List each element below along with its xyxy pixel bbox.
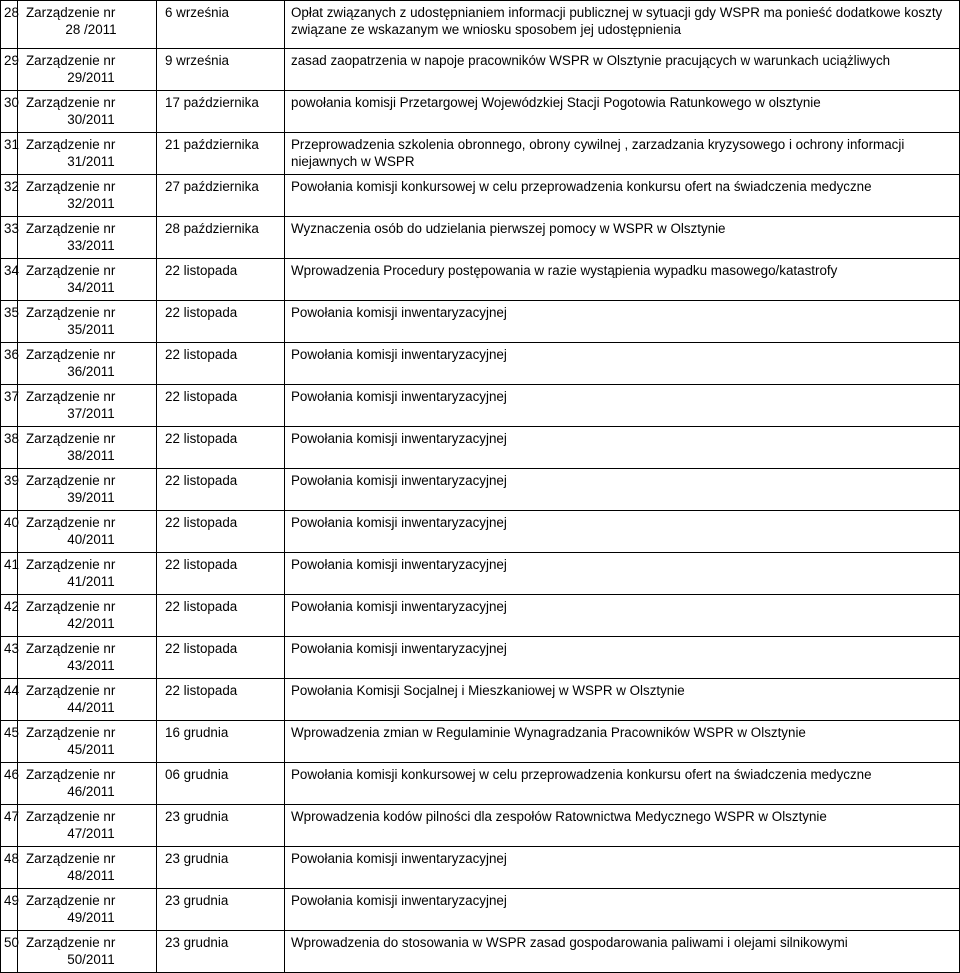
- order-number: 39/2011: [67, 490, 115, 505]
- row-number: 40: [1, 511, 18, 553]
- order-number: 41/2011: [67, 574, 115, 589]
- order-description: Powołania Komisji Socjalnej i Mieszkaniowej w WSPR w Olsztynie: [285, 679, 960, 721]
- order-kind: Zarządzenie nr: [26, 263, 116, 278]
- order-date: 22 listopada: [157, 259, 285, 301]
- row-number: 34: [1, 259, 18, 301]
- order-description: Powołania komisji konkursowej w celu przeprowadzenia konkursu ofert na świadczenia medyczne: [285, 763, 960, 805]
- table-row: [1, 595, 960, 637]
- order-kind: Zarządzenie nr: [26, 641, 116, 656]
- order-reference: [18, 889, 157, 931]
- order-description: Powołania komisji inwentaryzacyjnej: [285, 385, 960, 427]
- order-kind: Zarządzenie nr: [26, 53, 116, 68]
- order-number: 33/2011: [67, 238, 115, 253]
- table-row: [1, 679, 960, 721]
- order-number: 47/2011: [67, 826, 115, 841]
- order-reference: [18, 511, 157, 553]
- order-reference: [18, 847, 157, 889]
- order-kind: Zarządzenie nr: [26, 473, 116, 488]
- order-reference: [18, 931, 157, 973]
- order-reference: [18, 91, 157, 133]
- order-reference: [18, 343, 157, 385]
- order-reference: [18, 763, 157, 805]
- order-reference: [18, 133, 157, 175]
- order-date: 9 września: [157, 49, 285, 91]
- order-date: 06 grudnia: [157, 763, 285, 805]
- table-row: [1, 91, 960, 133]
- order-kind: Zarządzenie nr: [26, 893, 116, 908]
- order-number: 32/2011: [67, 196, 115, 211]
- table-row: [1, 385, 960, 427]
- table-row: [1, 217, 960, 259]
- orders-register-body: [1, 1, 960, 973]
- order-number: 29/2011: [67, 70, 115, 85]
- row-number: 42: [1, 595, 18, 637]
- table-row: [1, 847, 960, 889]
- order-number: 37/2011: [67, 406, 115, 421]
- order-date: 23 grudnia: [157, 847, 285, 889]
- order-reference: [18, 679, 157, 721]
- order-date: 17 października: [157, 91, 285, 133]
- order-description: powołania komisji Przetargowej Wojewódzkiej Stacji Pogotowia Ratunkowego w olsztynie: [285, 91, 960, 133]
- order-number: 34/2011: [67, 280, 115, 295]
- order-kind: Zarządzenie nr: [26, 809, 116, 824]
- order-date: 22 listopada: [157, 301, 285, 343]
- order-date: 22 listopada: [157, 427, 285, 469]
- order-kind: Zarządzenie nr: [26, 935, 116, 950]
- order-description: Powołania komisji inwentaryzacyjnej: [285, 343, 960, 385]
- order-description: Powołania komisji inwentaryzacyjnej: [285, 889, 960, 931]
- order-kind: Zarządzenie nr: [26, 431, 116, 446]
- order-date: 16 grudnia: [157, 721, 285, 763]
- order-reference: [18, 1, 157, 49]
- order-number: 38/2011: [67, 448, 115, 463]
- row-number: 39: [1, 469, 18, 511]
- order-date: 6 września: [157, 1, 285, 49]
- order-number: 48/2011: [67, 868, 115, 883]
- row-number: 43: [1, 637, 18, 679]
- row-number: 32: [1, 175, 18, 217]
- order-description: Powołania komisji inwentaryzacyjnej: [285, 595, 960, 637]
- row-number: 48: [1, 847, 18, 889]
- order-reference: [18, 301, 157, 343]
- order-date: 22 listopada: [157, 343, 285, 385]
- order-description: Wprowadzenia Procedury postępowania w razie wystąpienia wypadku masowego/katastrofy: [285, 259, 960, 301]
- row-number: 50: [1, 931, 18, 973]
- order-description: Powołania komisji inwentaryzacyjnej: [285, 511, 960, 553]
- order-kind: Zarządzenie nr: [26, 221, 116, 236]
- table-row: [1, 931, 960, 973]
- row-number: 41: [1, 553, 18, 595]
- order-description: Powołania komisji inwentaryzacyjnej: [285, 469, 960, 511]
- order-description: Powołania komisji konkursowej w celu przeprowadzenia konkursu ofert na świadczenia medyczne: [285, 175, 960, 217]
- order-kind: Zarządzenie nr: [26, 557, 116, 572]
- order-date: 23 grudnia: [157, 931, 285, 973]
- row-number: 47: [1, 805, 18, 847]
- order-date: 22 listopada: [157, 511, 285, 553]
- order-date: 22 listopada: [157, 595, 285, 637]
- order-number: 46/2011: [67, 784, 115, 799]
- order-description: Przeprowadzenia szkolenia obronnego, obrony cywilnej , zarzadzania kryzysowego i ochrony informacji niejawnych w WSPR: [285, 133, 960, 175]
- table-row: [1, 889, 960, 931]
- order-number: 31/2011: [67, 154, 115, 169]
- order-date: 23 grudnia: [157, 889, 285, 931]
- order-number: 28 /2011: [65, 22, 117, 37]
- order-number: 50/2011: [67, 952, 115, 967]
- order-reference: [18, 259, 157, 301]
- order-date: 22 listopada: [157, 469, 285, 511]
- row-number: 35: [1, 301, 18, 343]
- order-kind: Zarządzenie nr: [26, 137, 116, 152]
- order-kind: Zarządzenie nr: [26, 767, 116, 782]
- row-number: 29: [1, 49, 18, 91]
- order-date: 22 listopada: [157, 679, 285, 721]
- order-number: 40/2011: [67, 532, 115, 547]
- row-number: 36: [1, 343, 18, 385]
- table-row: [1, 805, 960, 847]
- order-number: 43/2011: [67, 658, 115, 673]
- order-date: 28 października: [157, 217, 285, 259]
- order-date: 21 października: [157, 133, 285, 175]
- order-number: 30/2011: [67, 112, 115, 127]
- table-row: [1, 49, 960, 91]
- order-description: Wprowadzenia do stosowania w WSPR zasad gospodarowania paliwami i olejami silnikowymi: [285, 931, 960, 973]
- order-reference: [18, 805, 157, 847]
- order-reference: [18, 217, 157, 259]
- table-row: [1, 553, 960, 595]
- order-number: 42/2011: [67, 616, 115, 631]
- table-row: [1, 637, 960, 679]
- order-reference: [18, 175, 157, 217]
- row-number: 44: [1, 679, 18, 721]
- order-number: 35/2011: [67, 322, 115, 337]
- row-number: 33: [1, 217, 18, 259]
- order-description: Wyznaczenia osób do udzielania pierwszej pomocy w WSPR w Olsztynie: [285, 217, 960, 259]
- order-number: 49/2011: [67, 910, 115, 925]
- order-date: 23 grudnia: [157, 805, 285, 847]
- order-kind: Zarządzenie nr: [26, 683, 116, 698]
- table-row: [1, 133, 960, 175]
- order-kind: Zarządzenie nr: [26, 179, 116, 194]
- order-date: 27 października: [157, 175, 285, 217]
- order-description: Wprowadzenia zmian w Regulaminie Wynagradzania Pracowników WSPR w Olsztynie: [285, 721, 960, 763]
- order-date: 22 listopada: [157, 385, 285, 427]
- table-row: [1, 1, 960, 49]
- order-number: 36/2011: [67, 364, 115, 379]
- order-kind: Zarządzenie nr: [26, 95, 116, 110]
- order-reference: [18, 637, 157, 679]
- table-row: [1, 469, 960, 511]
- table-row: [1, 175, 960, 217]
- row-number: 37: [1, 385, 18, 427]
- row-number: 31: [1, 133, 18, 175]
- order-reference: [18, 49, 157, 91]
- order-kind: Zarządzenie nr: [26, 347, 116, 362]
- table-row: [1, 259, 960, 301]
- table-row: [1, 721, 960, 763]
- order-reference: [18, 721, 157, 763]
- order-reference: [18, 553, 157, 595]
- order-description: Wprowadzenia kodów pilności dla zespołów Ratownictwa Medycznego WSPR w Olsztynie: [285, 805, 960, 847]
- order-kind: Zarządzenie nr: [26, 5, 116, 20]
- order-date: 22 listopada: [157, 553, 285, 595]
- order-number: 45/2011: [67, 742, 115, 757]
- order-number: 44/2011: [67, 700, 115, 715]
- table-row: [1, 763, 960, 805]
- row-number: 38: [1, 427, 18, 469]
- order-description: Powołania komisji inwentaryzacyjnej: [285, 427, 960, 469]
- order-description: Powołania komisji inwentaryzacyjnej: [285, 301, 960, 343]
- order-description: Powołania komisji inwentaryzacyjnej: [285, 847, 960, 889]
- order-kind: Zarządzenie nr: [26, 389, 116, 404]
- order-reference: [18, 385, 157, 427]
- order-date: 22 listopada: [157, 637, 285, 679]
- row-number: 45: [1, 721, 18, 763]
- row-number: 30: [1, 91, 18, 133]
- row-number: 46: [1, 763, 18, 805]
- table-row: [1, 343, 960, 385]
- table-row: [1, 301, 960, 343]
- order-kind: Zarządzenie nr: [26, 725, 116, 740]
- order-kind: Zarządzenie nr: [26, 305, 116, 320]
- table-row: [1, 427, 960, 469]
- order-kind: Zarządzenie nr: [26, 851, 116, 866]
- order-kind: Zarządzenie nr: [26, 515, 116, 530]
- order-reference: [18, 595, 157, 637]
- order-description: Opłat związanych z udostępnianiem informacji publicznej w sytuacji gdy WSPR ma ponieść dodatkowe koszty związane ze wskazanym we wniosku sposobem jej udostępnienia: [285, 1, 960, 49]
- row-number: 49: [1, 889, 18, 931]
- order-reference: [18, 469, 157, 511]
- order-kind: Zarządzenie nr: [26, 599, 116, 614]
- row-number: 28: [1, 1, 18, 49]
- order-description: Powołania komisji inwentaryzacyjnej: [285, 553, 960, 595]
- table-row: [1, 511, 960, 553]
- order-reference: [18, 427, 157, 469]
- order-description: zasad zaopatrzenia w napoje pracowników WSPR w Olsztynie pracujących w warunkach uciążliwych: [285, 49, 960, 91]
- order-description: Powołania komisji inwentaryzacyjnej: [285, 637, 960, 679]
